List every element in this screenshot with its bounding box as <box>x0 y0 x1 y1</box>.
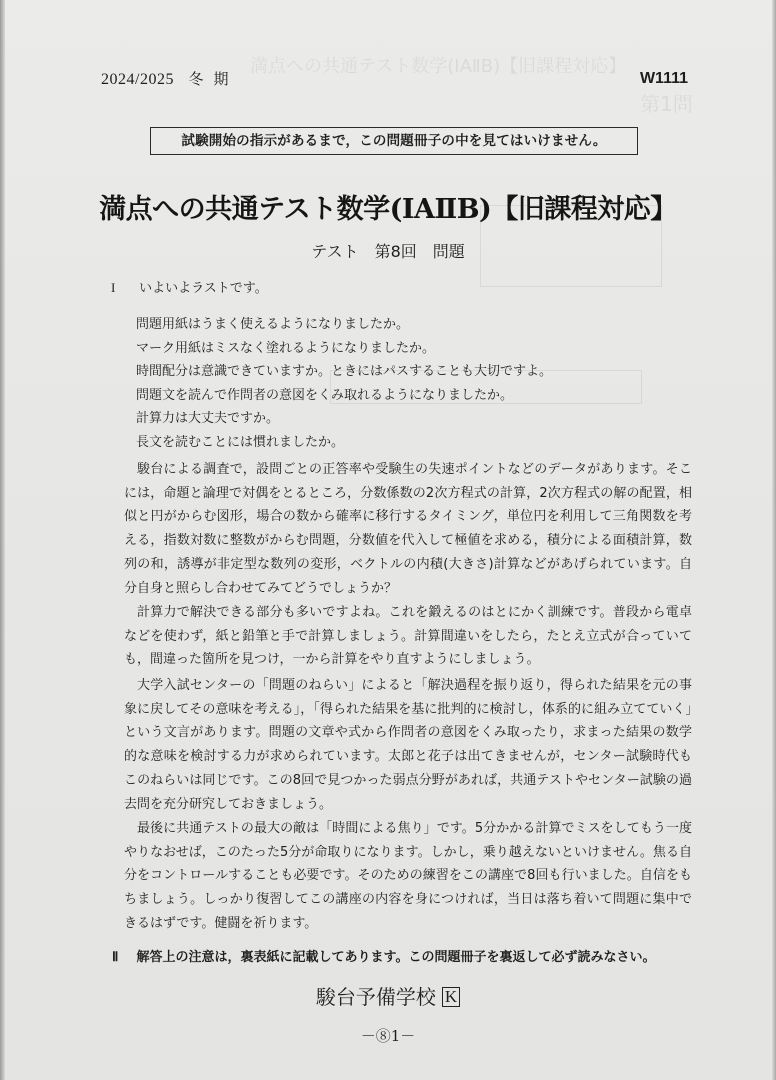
show-through-text: 第1問 <box>640 92 693 116</box>
checklist-item: 計算力は大丈夫ですか。 <box>136 411 280 426</box>
page-number: －⑧1－ <box>360 1027 416 1045</box>
section-1-heading <box>111 277 268 296</box>
show-through-text: 満点への共通テスト数学(IAⅡB)【旧課程対応】 <box>250 56 627 77</box>
page-subtitle: テスト 第8回 問題 <box>311 242 465 261</box>
checklist-item: 長文を読むことには慣れましたか。 <box>136 434 345 450</box>
booklet-code: W1111 <box>639 70 688 87</box>
section-1-number: I <box>111 280 116 295</box>
checklist-item: マーク用紙はミスなく塗れるようになりましたか。 <box>136 340 436 356</box>
paragraph-calculation: 計算力で解決できる部分も多いですよね。これを鍛えるのはとにかく訓練です。普段から電卓などを使わず，紙と鉛筆と手で計算しましょう。計算間違いをしたら，たとえ立式が合っていても，間違った箇所を見つけ，一から計算をやり直すようにしましょう。 <box>124 605 692 668</box>
page-title: 満点への共通テスト数学(IAⅡB)【旧課程対応】 <box>99 194 677 225</box>
term-year: 2024/2025 <box>101 71 174 88</box>
paragraph-final-advice: 最後に共通テストの最大の敵は「時間による焦り」です。5分かかる計算でミスをしてもう一度やりなおせば，このたった5分が命取りになります。しかし，乗り越えないといけません。焦る自分をコントロールすることも必要です。そのための練習をこの講座で8回も行いました。自信をもちましょう。しっかり復習してこの講座の内容を身につければ，当日は落ち着いて問題に集中できるはずです。健闘を祈ります。 <box>124 821 692 931</box>
term-label <box>101 68 238 89</box>
paragraph-survey: 駿台による調査で，設問ごとの正答率や受験生の失速ポイントなどのデータがあります。そこには，命題と論理で対偶をとるところ，分数係数の2次方程式の計算，2次方程式の解の配置，相似と円がからむ図形，場合の数から確率に移行するタイミング，単位円を利用して三角関数を考える，指数対数に整数がからむ問題，分数値を代入して極値を求める，積分による面積計算，数列の和，誘導が非定型な数列の変形，ベクトルの内積(大きさ)計算などがあげられています。自分自身と照らし合わせてみてどうでしょうか？ <box>124 462 692 596</box>
term-season: 冬期 <box>188 70 239 88</box>
school-name <box>0 981 776 1010</box>
checklist-item: 時間配分は意識できていますか。ときにはパスすることも大切ですよ。 <box>136 364 553 379</box>
school-mark-k: K <box>442 987 460 1007</box>
paragraph-center-aims: 大学入試センターの「問題のねらい」によると「解決過程を振り返り，得られた結果を元の事象に戻してその意味を考える」，「得られた結果を基に批判的に検討し，体系的に組み立てていく」という文言があります。問題の文章や式から作問者の意図をくみ取ったり，求まった結果の数学的な意味を検討する力が求められています。太郎と花子は出てきませんが，センター試験時代もこのねらいは同じです。この8回で見つかった弱点分野があれば，共通テストやセンター試験の過去問を充分研究しておきましょう。 <box>124 678 692 812</box>
school-name-text: 駿台予備学校 <box>315 985 436 1009</box>
section-1-heading-text: いよいよラストです。 <box>139 281 268 296</box>
checklist-item: 問題用紙はうまく使えるようになりましたか。 <box>136 317 410 332</box>
checklist <box>136 313 552 454</box>
section-2-number: Ⅱ <box>112 949 119 964</box>
paper-edge-left <box>0 0 5 1080</box>
paper-edge-right <box>772 0 776 1080</box>
notice-box: 試験開始の指示があるまで，この問題冊子の中を見てはいけません。 <box>150 127 638 155</box>
section-2-text: 解答上の注意は，裏表紙に記載してあります。この問題冊子を裏返して必ず読みなさい。 <box>136 950 656 965</box>
checklist-item: 問題文を読んで作問者の意図をくみ取れるようになりましたか。 <box>136 387 514 403</box>
section-2-notice <box>112 946 656 965</box>
